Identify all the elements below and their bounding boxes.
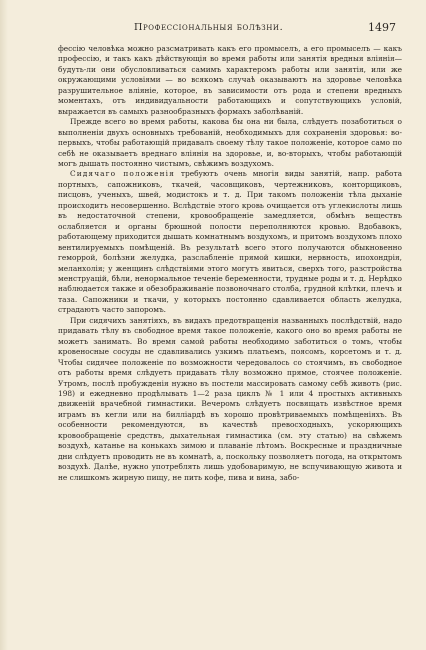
paragraph-text: При сидячихъ занятіяхъ, въ видахъ предотвращенія названныхъ послѣдствій, надо придавать тѣлу въ свободное время такое положеніе, какого оно во время работы не можетъ занимать. Во время самой работы необходимо заботиться о томъ, чтобы кровеносные сосуды не сдавливались узкимъ платьемъ, поясомъ, корсетомъ и т. д. Чтобы сидячее положеніе по возможности чередовалось со стоячимъ, въ свободное отъ работы время слѣдуетъ придавать тѣлу возможно прямое, стоячее положеніе. Утромъ, послѣ пробужденія нужно въ постели массировать самому себѣ животъ (рис. 198) и ежедневно продѣлывать 1—2 раза циклъ № 1 или 4 простыхъ активныхъ движеній врачебной гимнастики. Вечеромъ слѣдуетъ посвящать извѣстное время играмъ въ кегли или на билліардѣ въ хорошо провѣтриваемыхъ помѣщеніяхъ. Въ особенности рекомендуются, въ качествѣ превосходныхъ, ускоряющихъ кровообращеніе средствъ, дыхательная гимнастика (см. эту статью) на свѣжемъ воздухѣ, катанье на конькахъ зимою и плаваніе лѣтомъ. Воскресные и праздничные дни слѣдуетъ проводить не въ комнатѣ, а, поскольку позволяетъ погода, на открытомъ воздухѣ. Далѣе, нужно употреблять лишь удобоваримую, не вспучивающую живота и не слишкомъ жирную пищу, не пить кофе, пива и вина, забо- [58, 315, 402, 482]
paragraph [58, 316, 402, 483]
paragraph-text: требуютъ очень многія виды занятій, напр. работа портныхъ, сапожниковъ, ткачей, часовщиковъ, чертежниковъ, конторщиковъ, писцовъ, ученыхъ, швей, модистокъ и т. д. При такомъ положеніи тѣла дыханіе происходитъ несовершенно. Вслѣдствіе этого кровь очищается отъ углекислоты лишь въ недостаточной степени, кровообращеніе замедляется, обмѣнъ веществъ ослабляется и органы брюшной полости переполняются кровью. Вдобавокъ, работающему приходится дышать комнатнымъ воздухомъ, и притомъ воздухомъ плохо вентилируемыхъ помѣщеній. Въ результатѣ всего этого получаются обыкновенно геморрой, болѣзни желудка, разслабленіе прямой кишки, нервность, ипохондрія, меланхолія; у женщинъ слѣдствіями этого могутъ явиться, сверхъ того, разстройства менструацій, бѣли, ненормальное теченіе беременности, трудные роды и т. д. Нерѣдко наблюдается также и обезображиваніе позвоночнаго столба, грудной клѣтки, плечъ и таза. Сапожники и ткачи, у которыхъ постоянно сдавливается область желудка, страдаютъ часто запоромъ. [58, 169, 402, 315]
paragraph-text: Прежде всего во время работы, какова бы она ни была, слѣдуетъ позаботиться о выполненіи двухъ основныхъ требованій, необходимыхъ для сохраненія здоровья: во-первыхъ, чтобы работающій придавалъ своему тѣлу такое положеніе, которое само по себѣ не оказываетъ вреднаго вліянія на здоровье, и, во-вторыхъ, чтобы работающій могъ дышать постоянно чистымъ, свѣжимъ воздухомъ. [58, 117, 402, 168]
page-number: 1497 [368, 21, 396, 34]
scan-shadow [0, 0, 8, 650]
paragraph [58, 117, 402, 169]
paragraph-lead: Сидячаго положенія [70, 169, 175, 179]
paragraph [58, 169, 402, 315]
paragraph [58, 44, 402, 117]
body-text [58, 44, 402, 483]
running-title: Профессіональныя болѣзни. [134, 22, 284, 33]
paragraph-text: фессію человѣка можно разсматривать какъ его промыселъ, а его промыселъ — какъ профессію, и такъ какъ дѣйствующія во время работы или занятія вредныя вліянія—будуть-ли они обусловливаться самимъ характеромъ работы или занятія, или же окружающими условіями — во всякомъ случаѣ оказываютъ на здоровье человѣка разрушительное вліяніе, которое, въ зависимости отъ рода и степени вредныхъ моментахъ, отъ индивидуальности работающихъ и сопутствующихъ условій, выражается въ самыхъ разнообразныхъ формахъ заболѣваній. [58, 44, 402, 116]
running-header [56, 22, 402, 36]
